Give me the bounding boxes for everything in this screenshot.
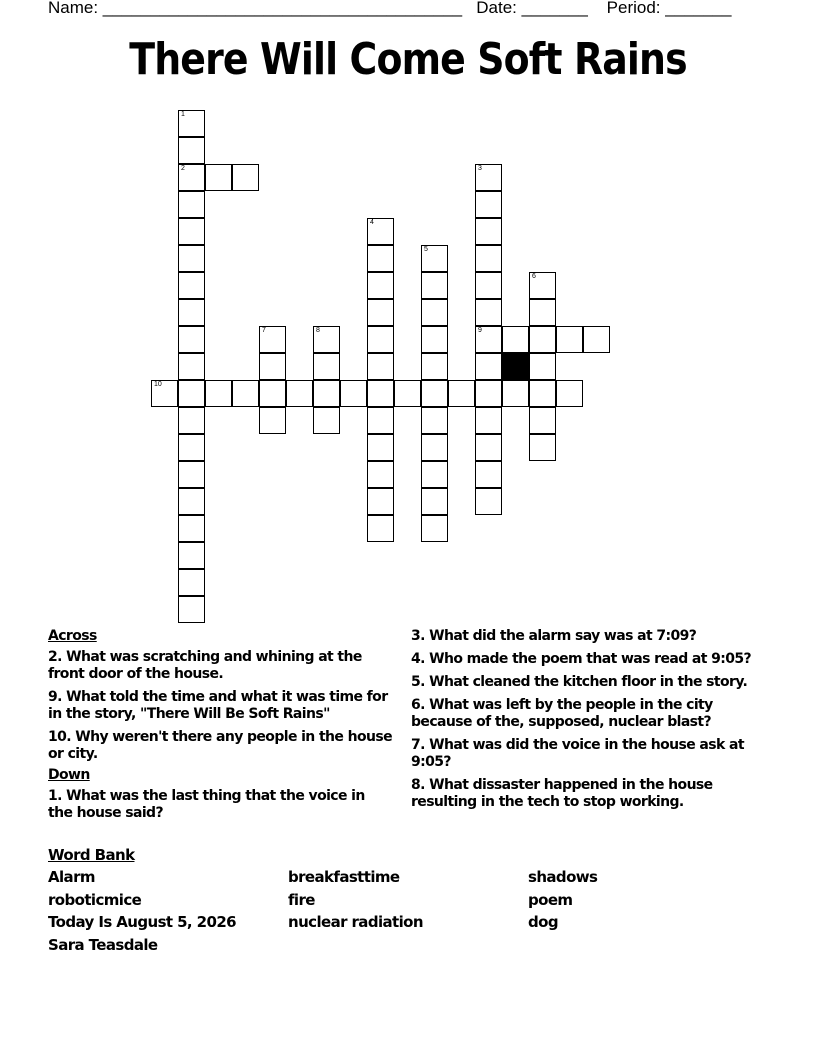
clue-across-10 <box>48 729 393 763</box>
clue-text: What told the time and what it was time for in the story, "There Will Be Soft Rains" <box>48 689 388 722</box>
word-bank-item: fire <box>288 891 315 909</box>
grid-cell[interactable] <box>475 353 502 380</box>
grid-cell[interactable] <box>421 461 448 488</box>
clue-down-1 <box>48 788 393 822</box>
clue-number-label: 1 <box>181 111 185 118</box>
clue-text: What was the last thing that the voice in the house said? <box>48 788 365 821</box>
clue-number-label: 10 <box>154 381 162 388</box>
grid-cell[interactable] <box>556 380 583 407</box>
grid-cell[interactable] <box>367 488 394 515</box>
clue-down-5 <box>411 674 771 691</box>
clue-number-label: 4 <box>370 219 374 226</box>
grid-cell[interactable] <box>421 434 448 461</box>
grid-cell[interactable] <box>151 380 178 407</box>
grid-cell[interactable] <box>367 272 394 299</box>
black-cell <box>502 353 529 380</box>
clue-across-9 <box>48 689 393 723</box>
grid-cell[interactable] <box>367 380 394 407</box>
grid-cell[interactable] <box>367 461 394 488</box>
grid-cell[interactable] <box>178 164 205 191</box>
word-bank-item: roboticmice <box>48 891 142 909</box>
grid-cell[interactable] <box>421 326 448 353</box>
word-bank-item: nuclear radiation <box>288 913 423 931</box>
grid-cell[interactable] <box>313 407 340 434</box>
grid-cell[interactable] <box>178 461 205 488</box>
grid-cell[interactable] <box>529 299 556 326</box>
grid-cell[interactable] <box>259 353 286 380</box>
grid-cell[interactable] <box>259 407 286 434</box>
grid-cell[interactable] <box>475 380 502 407</box>
grid-cell[interactable] <box>421 353 448 380</box>
word-bank <box>48 846 134 868</box>
clue-number-label: 7 <box>262 327 266 334</box>
clue-text: Why weren't there any people in the house or city. <box>48 729 392 762</box>
grid-cell[interactable] <box>529 434 556 461</box>
clue-number: 5. <box>411 674 425 690</box>
grid-cell[interactable] <box>475 245 502 272</box>
grid-cell[interactable] <box>205 164 232 191</box>
grid-cell[interactable] <box>340 380 367 407</box>
clue-number-label: 8 <box>316 327 320 334</box>
grid-cell[interactable] <box>178 353 205 380</box>
clue-number: 7. <box>411 737 425 753</box>
grid-cell[interactable] <box>178 299 205 326</box>
grid-cell[interactable] <box>178 191 205 218</box>
grid-cell[interactable] <box>367 434 394 461</box>
clue-number: 9. <box>48 689 62 705</box>
grid-cell[interactable] <box>475 407 502 434</box>
clue-number-label: 2 <box>181 165 185 172</box>
grid-cell[interactable] <box>367 407 394 434</box>
clue-number: 1. <box>48 788 62 804</box>
word-bank-heading: Word Bank <box>48 846 135 864</box>
grid-cell[interactable] <box>421 515 448 542</box>
grid-cell[interactable] <box>475 164 502 191</box>
clue-number-label: 9 <box>478 327 482 334</box>
clue-down-6 <box>411 697 771 731</box>
grid-cell[interactable] <box>529 407 556 434</box>
clues-right-column <box>411 628 771 817</box>
grid-cell[interactable] <box>421 407 448 434</box>
clue-down-7 <box>411 737 771 771</box>
grid-cell[interactable] <box>178 110 205 137</box>
grid-cell[interactable] <box>178 245 205 272</box>
grid-cell[interactable] <box>178 488 205 515</box>
across-heading: Across <box>48 628 97 644</box>
grid-cell[interactable] <box>259 380 286 407</box>
grid-cell[interactable] <box>421 380 448 407</box>
clue-number: 6. <box>411 697 425 713</box>
grid-cell[interactable] <box>178 596 205 623</box>
grid-cell[interactable] <box>475 299 502 326</box>
clue-across-2 <box>48 649 393 683</box>
grid-cell[interactable] <box>178 542 205 569</box>
clue-down-4 <box>411 651 771 668</box>
grid-cell[interactable] <box>178 272 205 299</box>
grid-cell[interactable] <box>178 569 205 596</box>
grid-cell[interactable] <box>556 326 583 353</box>
grid-cell[interactable] <box>232 380 259 407</box>
clue-number: 4. <box>411 651 425 667</box>
grid-cell[interactable] <box>502 380 529 407</box>
grid-cell[interactable] <box>394 380 421 407</box>
word-bank-item: poem <box>528 891 573 909</box>
grid-cell[interactable] <box>178 137 205 164</box>
grid-cell[interactable] <box>448 380 475 407</box>
clue-down-8 <box>411 777 771 811</box>
grid-cell[interactable] <box>178 326 205 353</box>
grid-cell[interactable] <box>367 218 394 245</box>
grid-cell[interactable] <box>529 326 556 353</box>
clue-text: What was scratching and whining at the front door of the house. <box>48 649 362 682</box>
clue-number-label: 3 <box>478 165 482 172</box>
grid-cell[interactable] <box>475 272 502 299</box>
name-date-period-line: Name: ______________________________________ Date: _______ Period: _______ <box>48 0 732 17</box>
grid-cell[interactable] <box>475 434 502 461</box>
grid-cell[interactable] <box>529 353 556 380</box>
clue-text: What dissaster happened in the house resulting in the tech to stop working. <box>411 777 713 810</box>
down-heading: Down <box>48 767 90 783</box>
grid-cell[interactable] <box>232 164 259 191</box>
grid-cell[interactable] <box>178 515 205 542</box>
grid-cell[interactable] <box>367 245 394 272</box>
grid-cell[interactable] <box>529 272 556 299</box>
clue-number-label: 5 <box>424 246 428 253</box>
grid-cell[interactable] <box>178 380 205 407</box>
clue-text: What did the alarm say was at 7:09? <box>424 628 697 644</box>
grid-cell[interactable] <box>502 326 529 353</box>
grid-cell[interactable] <box>475 461 502 488</box>
grid-cell[interactable] <box>205 380 232 407</box>
clue-down-3 <box>411 628 771 645</box>
word-bank-item: Alarm <box>48 868 95 886</box>
word-bank-item: shadows <box>528 868 598 886</box>
grid-cell[interactable] <box>178 218 205 245</box>
clue-text: Who made the poem that was read at 9:05? <box>424 651 752 667</box>
clue-text: What cleaned the kitchen floor in the story. <box>424 674 748 690</box>
clue-number: 10. <box>48 729 72 745</box>
word-bank-item: dog <box>528 913 558 931</box>
grid-cell[interactable] <box>475 191 502 218</box>
page-title: There Will Come Soft Rains <box>129 34 687 85</box>
clue-number-label: 6 <box>532 273 536 280</box>
grid-cell[interactable] <box>421 245 448 272</box>
grid-cell[interactable] <box>259 326 286 353</box>
grid-cell[interactable] <box>475 326 502 353</box>
clue-number: 3. <box>411 628 425 644</box>
grid-cell[interactable] <box>313 380 340 407</box>
grid-cell[interactable] <box>421 299 448 326</box>
word-bank-item: Today Is August 5, 2026 <box>48 913 237 931</box>
clue-text: What was did the voice in the house ask at 9:05? <box>411 737 744 770</box>
grid-cell[interactable] <box>367 326 394 353</box>
grid-cell[interactable] <box>367 353 394 380</box>
grid-cell[interactable] <box>313 353 340 380</box>
grid-cell[interactable] <box>286 380 313 407</box>
grid-cell[interactable] <box>313 326 340 353</box>
clue-number: 2. <box>48 649 62 665</box>
grid-cell[interactable] <box>367 299 394 326</box>
grid-cell[interactable] <box>367 515 394 542</box>
grid-cell[interactable] <box>529 380 556 407</box>
grid-cell[interactable] <box>178 407 205 434</box>
grid-cell[interactable] <box>178 434 205 461</box>
clues-left-column <box>48 628 393 828</box>
clue-text: What was left by the people in the city because of the, supposed, nuclear blast? <box>411 697 713 730</box>
word-bank-item: breakfasttime <box>288 868 400 886</box>
clue-number: 8. <box>411 777 425 793</box>
word-bank-item: Sara Teasdale <box>48 936 158 954</box>
grid-cell[interactable] <box>421 272 448 299</box>
grid-cell[interactable] <box>421 488 448 515</box>
grid-cell[interactable] <box>475 218 502 245</box>
grid-cell[interactable] <box>475 488 502 515</box>
grid-cell[interactable] <box>583 326 610 353</box>
